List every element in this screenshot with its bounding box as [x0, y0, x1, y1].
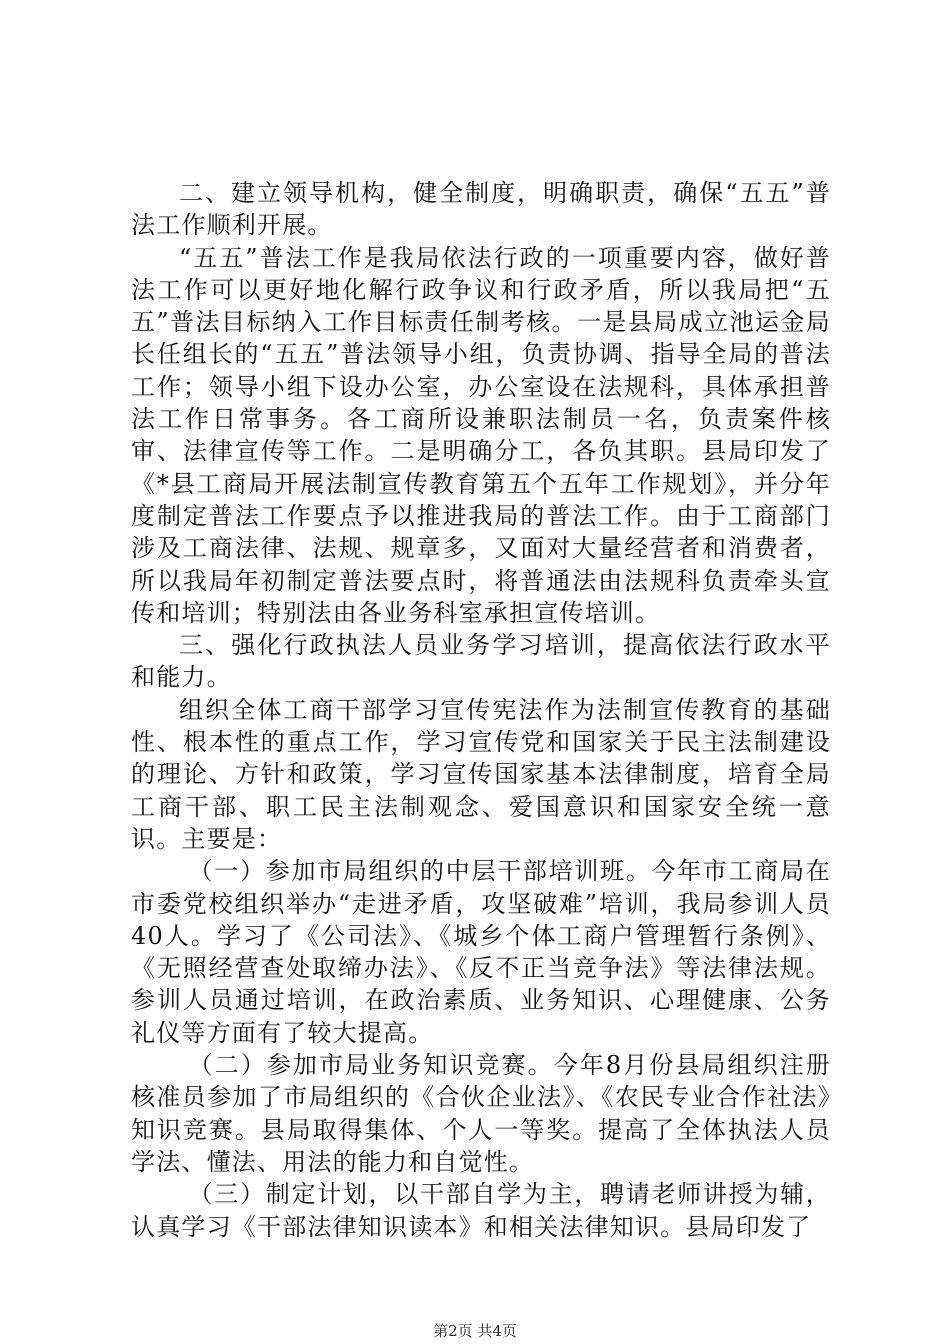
- list-item-one: （一）参加市局组织的中层干部培训班。今年市工商局在市委党校组织举办“走进矛盾，攻坚破难”培训，我局参训人员40人。学习了《公司法》、《城乡个体工商户管理暂行条例》、《无照经营查处取缔办法》、《反不正当竞争法》等法律法规。参训人员通过培训，在政治素质、业务知识、心理健康、公务礼仪等方面有了较大提高。: [131, 857, 831, 1047]
- body-paragraph: “五五”普法工作是我局依法行政的一项重要内容，做好普法工作可以更好地化解行政争议和行政矛盾，所以我局把“五五”普法目标纳入工作目标责任制考核。一是县局成立池运金局长任组长的“五五”普法领导小组，负责协调、指导全局的普法工作；领导小组下设办公室，办公室设在法规科，具体承担普法工作日常事务。各工商所设兼职法制员一名，负责案件核审、法律宣传等工作。二是明确分工，各负其职。县局印发了《*县工商局开展法制宣传教育第五个五年工作规划》，并分年度制定普法工作要点予以推进我局的普法工作。由于工商部门涉及工商法律、法规、规章多，又面对大量经营者和消费者，所以我局年初制定普法要点时，将普通法由法规科负责牵头宣传和培训；特别法由各业务科室承担宣传培训。: [131, 243, 831, 627]
- section-heading-two: 二、建立领导机构，健全制度，明确职责，确保“五五”普法工作顺利开展。: [131, 179, 831, 240]
- page-number-footer: 第2页 共4页: [433, 1322, 517, 1340]
- body-paragraph: 组织全体工商干部学习宣传宪法作为法制宣传教育的基础性、根本性的重点工作，学习宣传党和国家关于民主法制建设的理论、方针和政策，学习宣传国家基本法律制度，培育全局工商干部、职工民主法制观念、爱国意识和国家安全统一意识。主要是：: [131, 695, 831, 853]
- list-item-two: （二）参加市局业务知识竞赛。今年8月份县局组织注册核准员参加了市局组织的《合伙企业法》、《农民专业合作社法》知识竞赛。县局取得集体、个人一等奖。提高了全体执法人员学法、懂法、用法的能力和自觉性。: [131, 1051, 831, 1176]
- section-heading-three: 三、强化行政执法人员业务学习培训，提高依法行政水平和能力。: [131, 631, 831, 692]
- list-item-three: （三）制定计划，以干部自学为主，聘请老师讲授为辅，认真学习《干部法律知识读本》和相关法律知识。县局印发了: [131, 1180, 831, 1241]
- document-body: [131, 177, 831, 1243]
